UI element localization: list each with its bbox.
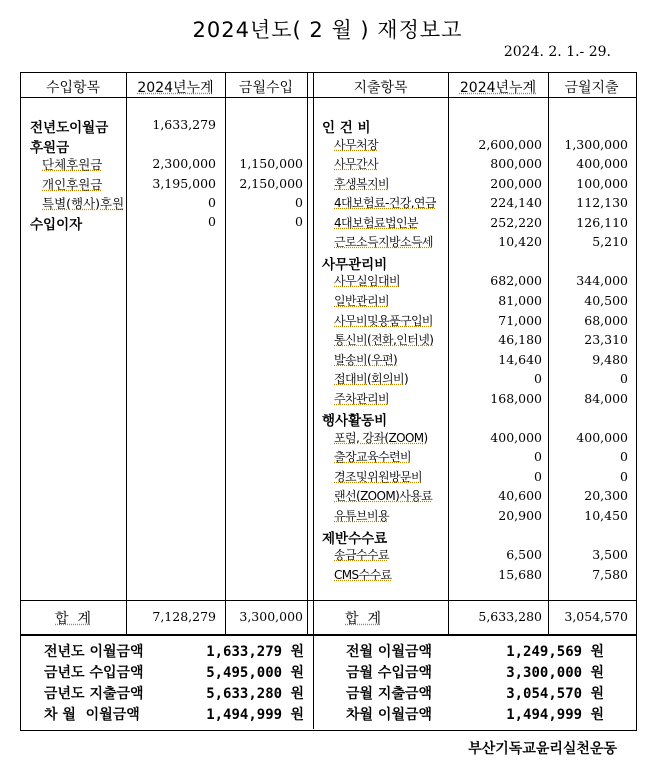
expense-item-cum: 200,000 <box>490 176 542 191</box>
expense-item-label: 포럼, 강좌(ZOOM) <box>334 431 428 445</box>
expense-item-label: 일반관리비 <box>334 294 389 308</box>
expense-item-cum: 6,500 <box>506 547 542 562</box>
summary-right-value: 3,300,000 원 <box>506 665 604 681</box>
expense-item-cum: 252,220 <box>490 215 542 230</box>
totals-divider-top <box>20 600 636 601</box>
summary-right-label: 금월 지출금액 <box>346 686 433 702</box>
expense-item-cum: 40,600 <box>498 488 542 503</box>
expense-item-month: 0 <box>620 469 628 484</box>
expense-item-label: 유튜브비용 <box>334 509 389 523</box>
expense-item-month: 40,500 <box>584 293 628 308</box>
summary-left-value: 1,494,999 원 <box>206 707 304 723</box>
report-period: 2024. 2. 1.- 29. <box>503 44 611 60</box>
expense-item-cum: 10,420 <box>498 234 542 249</box>
expense-item-month: 3,500 <box>592 547 628 562</box>
expense-item-label: 사무간사 <box>334 157 378 171</box>
expense-total-label: 합 계 <box>345 611 381 627</box>
col-divider <box>307 72 308 635</box>
expense-item-label: 4대보험료법인분 <box>334 216 418 230</box>
income-item-cum: 1,633,279 <box>152 117 216 132</box>
expense-item-cum: 0 <box>534 371 542 386</box>
summary-right-label: 차월 이월금액 <box>346 707 433 723</box>
expense-item-month: 344,000 <box>576 273 628 288</box>
income-item-cum: 0 <box>208 195 216 210</box>
expense-item-cum: 400,000 <box>490 430 542 445</box>
finance-table <box>20 72 637 636</box>
expense-item-label: 행사활동비 <box>322 413 388 429</box>
summary-left-value: 5,633,280 원 <box>206 686 304 702</box>
income-total-month: 3,300,000 <box>239 609 303 624</box>
header-expense-cum: 2024년누계 <box>459 80 537 96</box>
income-item-label: 수입이자 <box>30 217 83 233</box>
income-item-month: 0 <box>295 214 303 229</box>
expense-item-month: 100,000 <box>576 176 628 191</box>
income-item-label: 단체후원금 <box>42 157 103 172</box>
summary-left-label: 금년도 수입금액 <box>44 665 144 681</box>
expense-item-label: 통신비(전화,인터넷) <box>334 333 434 347</box>
header-income-cum: 2024년누계 <box>137 80 214 96</box>
income-total-label: 합 계 <box>55 611 91 627</box>
expense-item-cum: 682,000 <box>490 273 542 288</box>
summary-right-value: 1,494,999 원 <box>506 707 604 723</box>
income-item-cum: 2,300,000 <box>152 156 216 171</box>
header-divider <box>20 97 636 98</box>
expense-item-month: 84,000 <box>584 391 628 406</box>
organization-name: 부산기독교윤리실천운동 <box>468 741 617 757</box>
expense-item-cum: 2,600,000 <box>478 137 542 152</box>
expense-item-month: 5,210 <box>592 234 628 249</box>
summary-right-label: 전월 이월금액 <box>346 644 433 660</box>
expense-item-month: 9,480 <box>592 352 628 367</box>
income-total-cum: 7,128,279 <box>152 609 216 624</box>
income-item-cum: 3,195,000 <box>152 176 216 191</box>
expense-item-label: 인 건 비 <box>322 120 371 136</box>
expense-item-month: 400,000 <box>576 430 628 445</box>
expense-item-label: 주차관리비 <box>334 392 389 406</box>
expense-item-cum: 0 <box>534 449 542 464</box>
expense-item-month: 20,300 <box>584 488 628 503</box>
expense-item-cum: 14,640 <box>498 352 542 367</box>
expense-item-month: 23,310 <box>584 332 628 347</box>
summary-right-value: 3,054,570 원 <box>506 686 604 702</box>
header-expense-month: 금월지출 <box>564 80 619 96</box>
expense-item-month: 0 <box>620 449 628 464</box>
expense-item-month: 126,110 <box>576 215 628 230</box>
header-expense-item: 지출항목 <box>353 80 408 96</box>
expense-item-label: 랜선(ZOOM)사용료 <box>334 489 433 503</box>
expense-item-cum: 20,900 <box>498 508 542 523</box>
expense-item-label: 경조및위원방문비 <box>334 470 422 484</box>
summary-left-value: 1,633,279 원 <box>206 644 304 660</box>
header-income-item: 수입항목 <box>45 80 101 96</box>
expense-item-cum: 71,000 <box>498 313 542 328</box>
expense-total-month: 3,054,570 <box>564 609 628 624</box>
expense-item-cum: 15,680 <box>498 567 542 582</box>
summary-left-label: 금년도 지출금액 <box>44 686 144 702</box>
summary-right-label: 금월 수입금액 <box>346 665 433 681</box>
income-item-month: 2,150,000 <box>239 176 303 191</box>
expense-item-cum: 46,180 <box>498 332 542 347</box>
income-item-label: 특별(행사)후원 <box>42 196 125 211</box>
expense-item-label: 제반수수료 <box>322 531 388 547</box>
income-item-month: 0 <box>295 195 303 210</box>
expense-item-label: 4대보험료-건강,연금 <box>334 196 436 210</box>
expense-item-month: 112,130 <box>576 195 628 210</box>
expense-item-cum: 224,140 <box>490 195 542 210</box>
summary-divider <box>313 634 314 729</box>
expense-item-label: CMS수수료 <box>334 568 392 582</box>
income-item-label: 전년도이월금 <box>30 120 109 136</box>
report-title: 2024년도( 2 월 ) 재정보고 <box>192 18 463 42</box>
expense-item-month: 1,300,000 <box>564 137 628 152</box>
expense-item-cum: 0 <box>534 469 542 484</box>
expense-item-label: 사무실임대비 <box>334 274 400 288</box>
expense-item-month: 0 <box>620 371 628 386</box>
summary-left-value: 5,495,000 원 <box>206 665 304 681</box>
expense-total-cum: 5,633,280 <box>478 609 542 624</box>
expense-item-label: 근로소득지방소득세 <box>334 235 433 249</box>
expense-item-month: 68,000 <box>584 313 628 328</box>
expense-item-label: 출장교육수련비 <box>334 450 411 464</box>
summary-left-label: 전년도 이월금액 <box>44 644 144 660</box>
expense-item-label: 송금수수료 <box>334 548 389 562</box>
header-income-month: 금월수입 <box>238 80 294 96</box>
expense-item-cum: 168,000 <box>490 391 542 406</box>
expense-item-cum: 81,000 <box>498 293 542 308</box>
col-divider <box>313 72 314 635</box>
income-item-label: 개인후원금 <box>42 177 103 192</box>
expense-item-month: 400,000 <box>576 156 628 171</box>
expense-item-label: 사무처장 <box>334 138 378 152</box>
expense-item-label: 사무관리비 <box>322 257 388 273</box>
expense-item-label: 사무비및용품구입비 <box>334 314 433 328</box>
expense-item-label: 발송비(우편) <box>334 353 398 367</box>
expense-item-label: 접대비(회의비) <box>334 372 409 386</box>
summary-right-value: 1,249,569 원 <box>506 644 604 660</box>
income-item-cum: 0 <box>208 214 216 229</box>
income-item-month: 1,150,000 <box>239 156 303 171</box>
income-item-label: 후원금 <box>30 140 70 156</box>
summary-left-label: 차 월 이월금액 <box>44 707 140 723</box>
expense-item-cum: 800,000 <box>490 156 542 171</box>
expense-item-month: 7,580 <box>592 567 628 582</box>
expense-item-label: 후생복지비 <box>334 177 389 191</box>
expense-item-month: 10,450 <box>584 508 628 523</box>
